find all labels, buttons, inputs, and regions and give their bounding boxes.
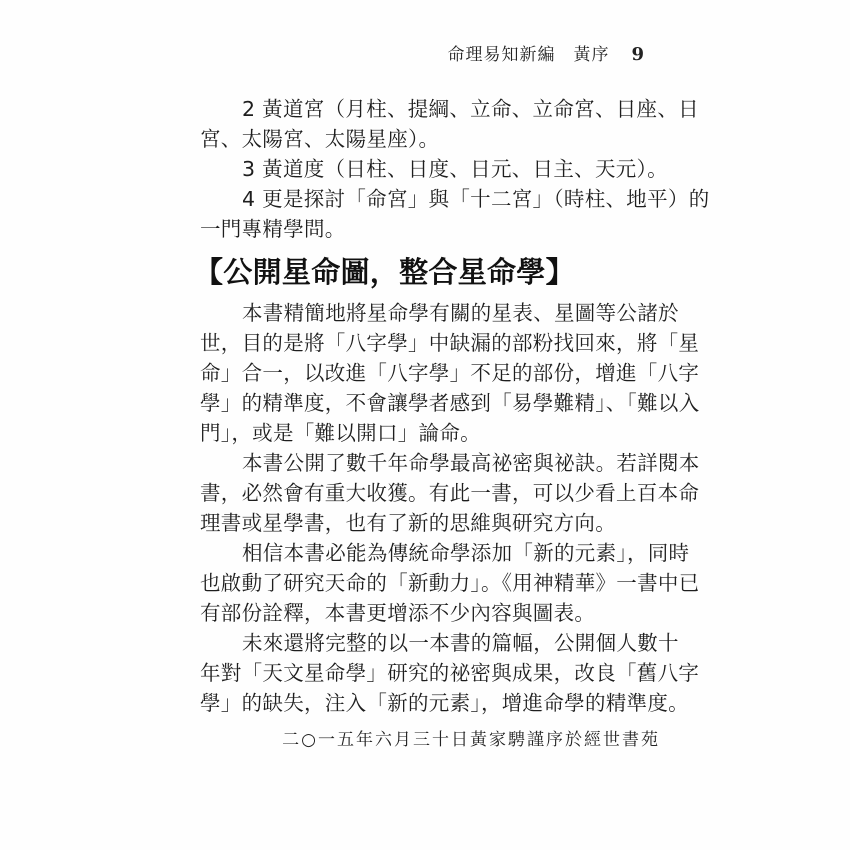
text-line: 學」的缺失，注入「新的元素」，增進命學的精準度。 [200,691,689,715]
text-line: 也啟動了研究天命的「新動力」。《用神精華》一書中已 [200,571,700,595]
text-line: 有部份詮釋，本書更增添不少內容與圖表。 [200,601,596,625]
page-body [194,94,710,718]
text-line: 3 黃道度（日柱、日度、日元、日主、天元）。 [242,157,668,181]
section-heading: 【公開星命圖，整合星命學】 [194,255,575,289]
text-line: 年對「天文星命學」研究的祕密與成果，改良「舊八字 [200,661,700,685]
text-line: 學」的精準度，不會讓學者感到「易學難精」、「難以入 [200,391,700,415]
paragraph-1 [200,298,700,448]
paragraph-3 [200,538,700,628]
text-line: 本書公開了數千年命學最高祕密與祕訣。若詳閱本 [242,451,700,475]
text-line: 未來還將完整的以一本書的篇幅，公開個人數十 [242,631,679,655]
text-line: 書，必然會有重大收獲。有此一書，可以少看上百本命 [200,481,700,505]
text-line: 理書或星學書，也有了新的思維與研究方向。 [200,511,616,535]
paragraph-4 [200,628,700,718]
section-title: 黃序 [573,45,610,65]
text-line: 一門專精學問。 [200,217,346,241]
text-line: 世，目的是將「八字學」中缺漏的部粉找回來，將「星 [200,331,700,355]
text-line: 4 更是探討「命宮」與「十二宮」（時柱、地平）的 [242,187,710,211]
text-line: 本書精簡地將星命學有關的星表、星圖等公諸於 [242,301,679,325]
text-line: 宮、太陽宮、太陽星座）。 [200,127,440,151]
text-line: 命」合一，以改進「八字學」不足的部份，增進「八字 [200,361,700,385]
text-line: 2 黃道宮（月柱、提綱、立命、立命宮、日座、日 [242,97,699,121]
paragraph-2 [200,448,700,538]
list-item-4 [200,184,710,244]
running-header [447,40,645,65]
list-item-2 [200,94,699,154]
text-line: 相信本書必能為傳統命學添加「新的元素」，同時 [242,541,690,565]
page-number: 9 [631,44,645,65]
signature-line: 二○一五年六月三十日黃家騁謹序於經世書苑 [282,730,660,750]
book-title: 命理易知新編 [447,45,556,65]
list-item-3 [200,154,668,184]
text-line: 門」，或是「難以開口」論命。 [200,421,481,445]
